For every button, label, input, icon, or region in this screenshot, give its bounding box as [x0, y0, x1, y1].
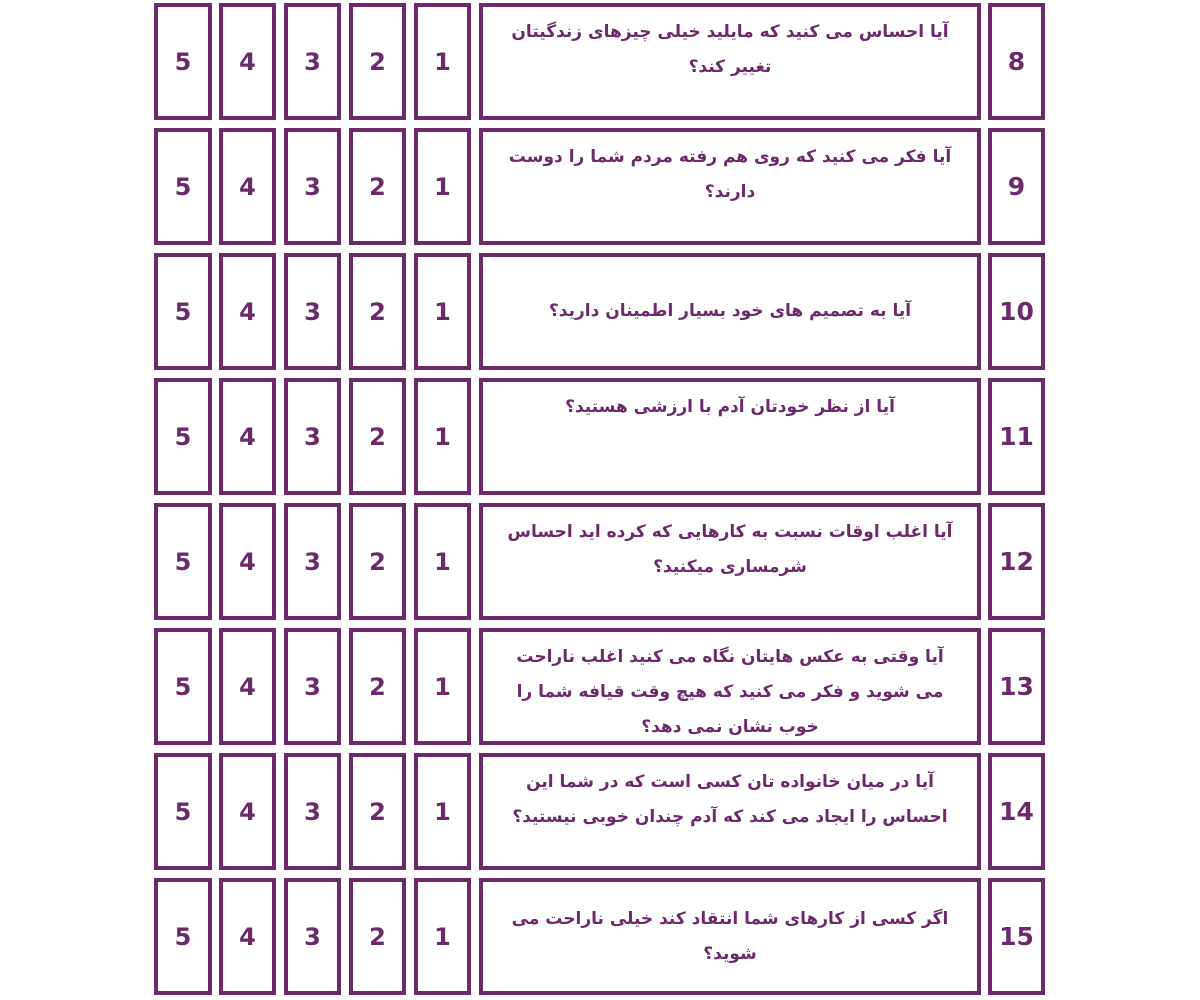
rating-option-2[interactable]: 2 [349, 503, 406, 620]
rating-option-2[interactable]: 2 [349, 3, 406, 120]
question-number: 10 [988, 253, 1045, 370]
rating-option-3[interactable]: 3 [284, 628, 341, 745]
rating-option-1[interactable]: 1 [414, 628, 471, 745]
question-text: آیا وقتی به عکس هایتان نگاه می کنید اغلب ناراحت می شوید و فکر می کنید که هیچ وقت قیافه شما را خوب نشان نمی دهد؟ [516, 647, 944, 737]
rating-option-2[interactable]: 2 [349, 378, 406, 495]
question-number: 15 [988, 878, 1045, 995]
question-text-cell [479, 503, 981, 620]
question-number: 11 [988, 378, 1045, 495]
rating-option-2[interactable]: 2 [349, 128, 406, 245]
rating-option-4[interactable]: 4 [219, 253, 276, 370]
question-text-cell [479, 753, 981, 870]
rating-option-2[interactable]: 2 [349, 628, 406, 745]
question-text-cell [479, 378, 981, 495]
rating-option-4[interactable]: 4 [219, 378, 276, 495]
rating-option-4[interactable]: 4 [219, 753, 276, 870]
rating-option-2[interactable]: 2 [349, 253, 406, 370]
rating-option-3[interactable]: 3 [284, 878, 341, 995]
rating-option-3[interactable]: 3 [284, 753, 341, 870]
rating-option-1[interactable]: 1 [414, 503, 471, 620]
rating-option-2[interactable]: 2 [349, 878, 406, 995]
question-number: 12 [988, 503, 1045, 620]
rating-option-5[interactable]: 5 [154, 3, 212, 120]
rating-option-1[interactable]: 1 [414, 878, 471, 995]
rating-option-1[interactable]: 1 [414, 378, 471, 495]
question-text: اگر کسی از کارهای شما انتقاد کند خیلی ناراحت می شوید؟ [511, 908, 949, 964]
question-text: آیا فکر می کنید که روی هم رفته مردم شما را دوست دارند؟ [508, 147, 952, 202]
rating-option-3[interactable]: 3 [284, 3, 341, 120]
rating-option-5[interactable]: 5 [154, 753, 212, 870]
rating-option-3[interactable]: 3 [284, 253, 341, 370]
rating-option-5[interactable]: 5 [154, 253, 212, 370]
rating-option-4[interactable]: 4 [219, 128, 276, 245]
rating-option-5[interactable]: 5 [154, 503, 212, 620]
rating-option-4[interactable]: 4 [219, 3, 276, 120]
question-text-cell [479, 3, 981, 120]
rating-option-3[interactable]: 3 [284, 128, 341, 245]
rating-option-1[interactable]: 1 [414, 128, 471, 245]
rating-option-5[interactable]: 5 [154, 378, 212, 495]
rating-option-3[interactable]: 3 [284, 503, 341, 620]
rating-option-5[interactable]: 5 [154, 628, 212, 745]
rating-option-2[interactable]: 2 [349, 753, 406, 870]
rating-option-1[interactable]: 1 [414, 3, 471, 120]
rating-option-1[interactable]: 1 [414, 253, 471, 370]
question-text: آیا به تصمیم های خود بسیار اطمینان دارید؟ [548, 301, 912, 321]
question-number: 14 [988, 753, 1045, 870]
rating-option-1[interactable]: 1 [414, 753, 471, 870]
question-number: 13 [988, 628, 1045, 745]
rating-option-5[interactable]: 5 [154, 878, 212, 995]
question-text-cell [479, 128, 981, 245]
rating-option-4[interactable]: 4 [219, 878, 276, 995]
rating-option-3[interactable]: 3 [284, 378, 341, 495]
question-number: 8 [988, 3, 1045, 120]
question-text: آیا در میان خانواده تان کسی است که در شما این احساس را ایجاد می کند که آدم چندان خوبی نیستید؟ [512, 772, 948, 827]
question-text: آیا اغلب اوقات نسبت به کارهایی که کرده اید احساس شرمساری میکنید؟ [507, 522, 953, 577]
question-text: آیا از نظر خودتان آدم با ارزشی هستید؟ [565, 397, 895, 417]
question-text: آیا احساس می کنید که مایلید خیلی چیزهای زندگیتان تغییر کند؟ [511, 22, 949, 77]
question-text-cell [479, 253, 981, 370]
rating-option-5[interactable]: 5 [154, 128, 212, 245]
question-text-cell [479, 628, 981, 745]
rating-option-4[interactable]: 4 [219, 503, 276, 620]
question-number: 9 [988, 128, 1045, 245]
question-text-cell [479, 878, 981, 995]
rating-option-4[interactable]: 4 [219, 628, 276, 745]
